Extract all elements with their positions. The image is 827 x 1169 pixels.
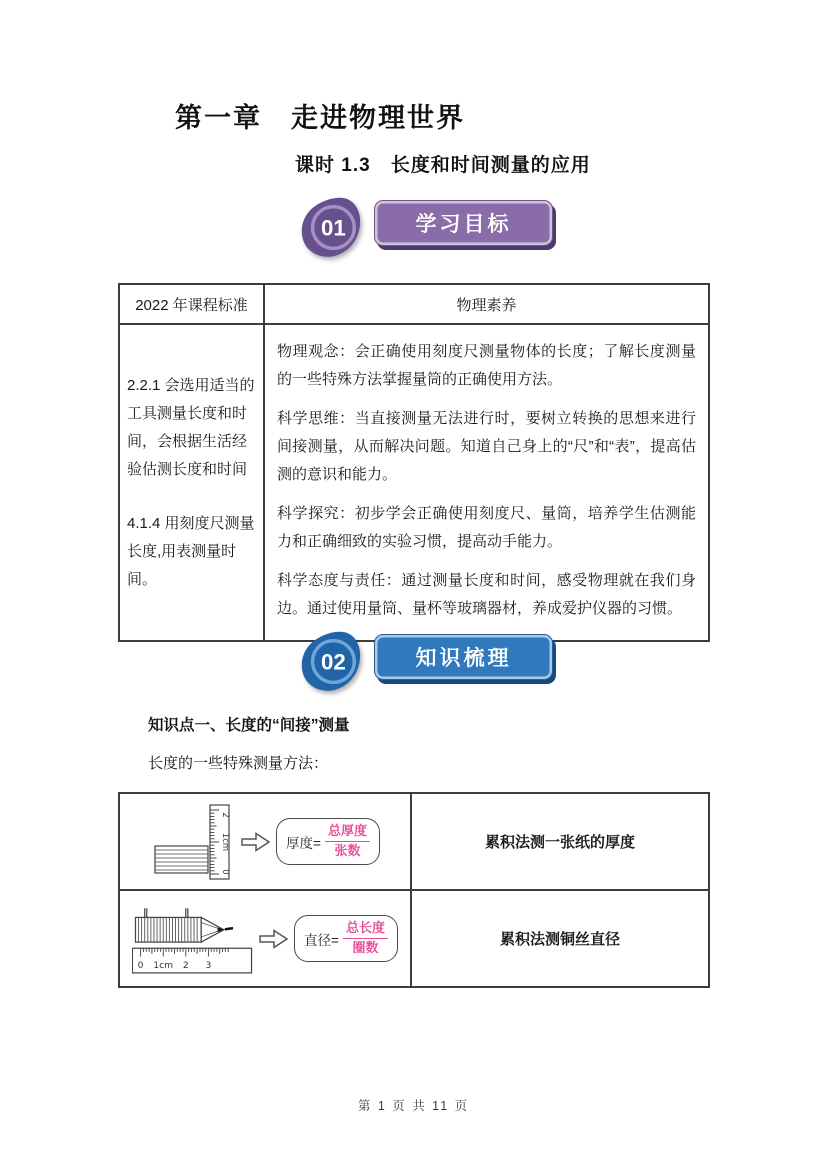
methods-table [118, 792, 710, 988]
ruler-label: 3 [205, 959, 212, 971]
section-title-label: 学习目标 [415, 213, 512, 236]
fraction-denominator: 圈数 [352, 940, 379, 955]
literacy-cell [264, 324, 709, 641]
standards-table-body-row [119, 324, 709, 641]
formula-fraction [325, 823, 370, 860]
section-number-badge-icon [299, 195, 363, 261]
lesson-title: 课时 1.3 长度和时间测量的应用 [295, 155, 591, 176]
literacy-col-header: 物理素养 [264, 284, 709, 324]
fraction-denominator: 张数 [334, 843, 361, 858]
section-title-label: 知识梳理 [415, 647, 512, 670]
standards-col-header: 2022 年课程标准 [119, 284, 264, 324]
paper-thickness-figure-cell [119, 793, 411, 890]
wire-coil-pencil-ruler-figure [132, 901, 254, 977]
standard-item: 2.2.1 会选用适当的工具测量长度和时间，会根据生活经验估测长度和时间 [127, 376, 255, 478]
ruler-label: 0 [137, 959, 144, 971]
section-number: 01 [321, 215, 346, 241]
section-header-learning-goals [299, 195, 559, 265]
literacy-item: 科学态度与责任：通过测量长度和时间，感受物理就在我们身边。通过使用量筒、量杯等玻璃器材，养成爱护仪器的习惯。 [277, 572, 696, 617]
wire-diameter-figure-cell [119, 890, 411, 987]
method-row-wire-diameter [119, 890, 709, 987]
ruler-label: 1cm [220, 832, 231, 851]
literacy-item: 科学探究：初步学会正确使用刻度尺、量筒，培养学生估测能力和正确细致的实验习惯，提高动手能力。 [277, 505, 696, 550]
method-row-paper-thickness [119, 793, 709, 890]
section-title-pill [374, 634, 553, 680]
formula-label: 厚度= [286, 835, 321, 851]
knowledge-point-title: 知识点一、长度的“间接”测量 [148, 717, 350, 734]
standards-cell [119, 324, 264, 641]
fraction-numerator: 总长度 [343, 920, 388, 939]
thickness-formula-box [276, 818, 380, 865]
literacy-item: 物理观念：会正确使用刻度尺测量物体的长度；了解长度测量的一些特殊方法掌握量筒的正确使用方法。 [277, 343, 696, 388]
knowledge-point-intro: 长度的一些特殊测量方法： [148, 755, 329, 772]
formula-label: 直径= [304, 932, 339, 948]
literacy-item: 科学思维：当直接测量无法进行时，要树立转换的思想来进行间接测量，从而解决问题。知道自己身上的“尺”和“表”，提高估测的意识和能力。 [277, 410, 696, 483]
right-arrow-icon [259, 928, 289, 950]
ruler-label: 1cm [153, 959, 174, 971]
fraction-numerator: 总厚度 [325, 823, 370, 842]
standards-table [118, 283, 710, 642]
formula-fraction [343, 920, 388, 957]
section-title-pill [374, 200, 553, 246]
standards-table-header-row [119, 284, 709, 324]
standard-item: 4.1.4 用刻度尺测量长度,用表测量时间。 [127, 514, 255, 588]
section-header-knowledge-review [299, 629, 559, 699]
ruler-label: 0 [220, 868, 231, 875]
page-footer: 第 1 页 共 11 页 [357, 1099, 470, 1113]
section-number: 02 [321, 649, 346, 675]
method-description: 累积法测一张纸的厚度 [411, 793, 709, 890]
method-description: 累积法测铜丝直径 [411, 890, 709, 987]
diameter-formula-box [294, 915, 398, 962]
section-number-badge-icon [299, 629, 363, 695]
ruler-label: 2 [220, 811, 231, 818]
ruler-label: 2 [182, 959, 189, 971]
chapter-title: 第一章 走进物理世界 [175, 103, 465, 133]
paper-stack-ruler-figure [150, 802, 236, 882]
right-arrow-icon [241, 831, 271, 853]
